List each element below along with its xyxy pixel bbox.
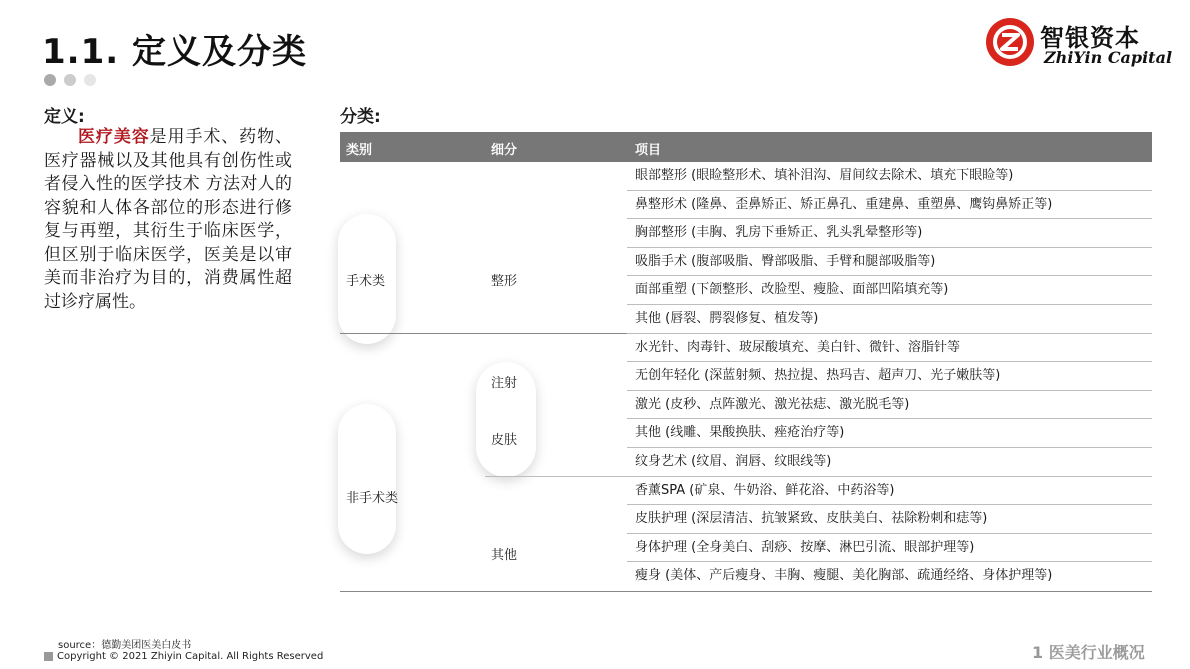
subcategory-injection: 注射 — [491, 376, 518, 391]
pagination-dots — [44, 74, 96, 86]
logo-name-en: ZhiYin Capital — [1044, 48, 1173, 67]
table-row: 无创年轻化 (深蓝射频、热拉提、热玛吉、超声刀、光子嫩肤等) — [627, 362, 1152, 391]
dot-2 — [64, 74, 76, 86]
table-row: 其他 (唇裂、腭裂修复、植发等) — [627, 305, 1152, 334]
table-body — [340, 162, 1152, 592]
definition-highlight: 医疗美容 — [78, 127, 150, 147]
logo-name-cn: 智银资本 — [1040, 24, 1140, 52]
copyright-text: Copyright © 2021 Zhiyin Capital. All Rights Reserved — [57, 651, 324, 662]
table-row: 纹身艺术 (纹眉、润唇、纹眼线等) — [627, 448, 1152, 477]
classification-table — [340, 132, 1152, 592]
header-category: 类别 — [346, 143, 373, 158]
table-row: 水光针、肉毒针、玻尿酸填充、美白针、微针、溶脂针等 — [627, 334, 1152, 363]
table-row: 香薰SPA (矿泉、牛奶浴、鲜花浴、中药浴等) — [627, 477, 1152, 506]
definition-body: 是用手术、药物、医疗器械以及其他具有创伤性或者侵入性的医学技术 方法对人的容貌和人体各部位的形态进行修复与再塑，其衍生于临床医学，但区别于临床医学，医美是以审美而非治疗为目的，消费属性超过诊疗属性。 — [44, 127, 293, 312]
source-note: source：德勤美团医美白皮书 — [58, 640, 192, 651]
header-item: 项目 — [635, 143, 662, 158]
logo-mark-icon — [984, 16, 1036, 68]
definition-text — [44, 126, 292, 314]
subcategory-other: 其他 — [491, 548, 518, 563]
brand-logo — [984, 14, 1173, 74]
category-pill-nonsurgical — [338, 404, 399, 554]
table-row: 激光 (皮秒、点阵激光、激光祛痣、激光脱毛等) — [627, 391, 1152, 420]
table-row: 胸部整形 (丰胸、乳房下垂矫正、乳头乳晕整形等) — [627, 219, 1152, 248]
subcategory-plastic: 整形 — [491, 274, 518, 289]
table-row: 吸脂手术 (腹部吸脂、臀部吸脂、手臂和腿部吸脂等) — [627, 248, 1152, 277]
table-row: 面部重塑 (下颌整形、改脸型、瘦脸、面部凹陷填充等) — [627, 276, 1152, 305]
square-bullet-icon — [44, 652, 53, 661]
table-row: 身体护理 (全身美白、刮痧、按摩、淋巴引流、眼部护理等) — [627, 534, 1152, 563]
definition-heading: 定义: — [44, 107, 85, 127]
page-title: 1.1. 定义及分类 — [42, 32, 307, 72]
subcategory-skin: 皮肤 — [491, 433, 518, 448]
table-row: 皮肤护理 (深层清洁、抗皱紧致、皮肤美白、祛除粉刺和痣等) — [627, 505, 1152, 534]
table-header — [340, 132, 1152, 162]
copyright — [44, 651, 323, 662]
category-surgical: 手术类 — [346, 274, 386, 289]
dot-1 — [44, 74, 56, 86]
table-row: 眼部整形 (眼睑整形术、填补泪沟、眉间纹去除术、填充下眼睑等) — [627, 162, 1152, 191]
table-bottom-rule — [340, 591, 1152, 592]
table-row: 其他 (线雕、果酸换肤、痤疮治疗等) — [627, 419, 1152, 448]
table-row: 瘦身 (美体、产后瘦身、丰胸、瘦腿、美化胸部、疏通经络、身体护理等) — [635, 568, 1053, 584]
category-nonsurgical: 非手术类 — [346, 491, 399, 506]
classification-heading: 分类: — [340, 107, 381, 127]
dot-3 — [84, 74, 96, 86]
header-subcategory: 细分 — [491, 143, 518, 158]
table-row: 鼻整形术 (隆鼻、歪鼻矫正、矫正鼻孔、重建鼻、重塑鼻、鹰钩鼻矫正等) — [627, 191, 1152, 220]
section-page-label: 1 医美行业概况 — [1032, 643, 1145, 662]
